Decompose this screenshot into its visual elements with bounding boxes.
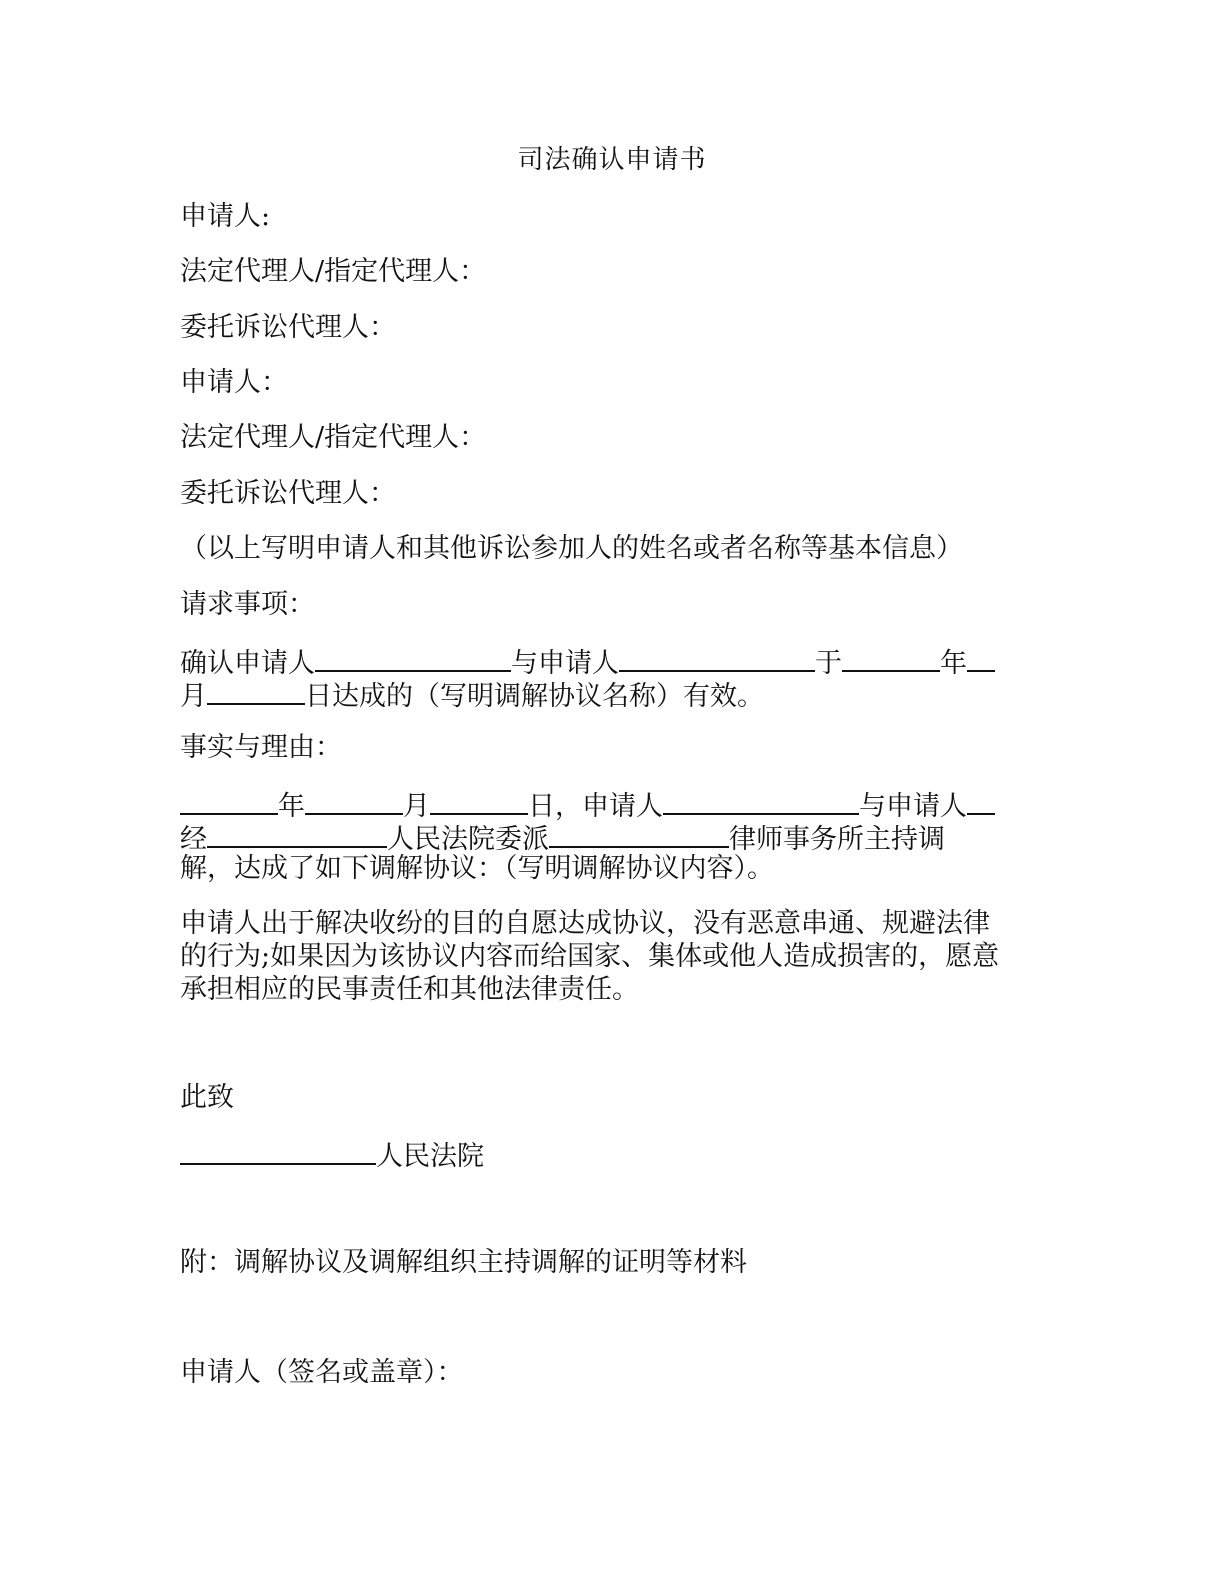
statement-line-1: 申请人出于解决收纷的目的自愿达成协议，没有恶意串通、规避法律 [180,908,990,939]
blank-facts-month [305,786,403,815]
claims-heading: 请求事项： [180,589,315,620]
claims-line-1 [180,643,1040,680]
claims-text-1: 确认申请人 [180,648,315,679]
facts-text-2: 月 [403,791,430,822]
legal-agent-1-label: 法定代理人/指定代理人： [180,256,487,287]
claims-text-6: 日达成的（写明调解协议名称）有效。 [305,681,764,712]
blank-day [207,676,305,705]
salutation: 此致 [180,1082,234,1113]
signature-label: 申请人（签名或盖章）： [180,1357,464,1388]
facts-text-3: 日，申请人 [528,791,663,822]
blank-month-start [967,643,995,672]
blank-year [842,643,940,672]
blank-court-name [207,819,387,848]
statement-line-3: 承担相应的民事责任和其他法律责任。 [180,974,639,1005]
blank-facts-year [180,786,278,815]
facts-text-6: 人民法院委派 [387,824,549,855]
court-line [180,1136,1040,1173]
document-title: 司法确认申请书 [517,145,707,175]
claims-line-2 [180,676,1040,713]
court-suffix: 人民法院 [376,1141,484,1172]
facts-line-3: 解，达成了如下调解协议：（写明调解协议内容）。 [180,853,774,884]
blank-applicant-b [619,643,815,672]
facts-text-7: 律师事务所主持调 [729,824,945,855]
claims-text-2: 与申请人 [511,648,619,679]
claims-text-3: 于 [815,648,842,679]
blank-recipient-court [180,1136,376,1165]
claims-text-5: 月 [180,681,207,712]
facts-heading: 事实与理由： [180,732,342,763]
facts-text-1: 年 [278,791,305,822]
facts-line-1 [180,786,1040,823]
blank-facts-day [430,786,528,815]
claims-text-4: 年 [940,648,967,679]
applicant-2-label: 申请人： [180,367,288,398]
applicant-1-label: 申请人: [180,201,271,232]
facts-line-2 [180,819,1040,856]
attachment-note: 附：调解协议及调解组织主持调解的证明等材料 [180,1247,747,1278]
facts-text-4: 与申请人 [859,791,967,822]
legal-agent-2-label: 法定代理人/指定代理人： [180,422,487,453]
blank-facts-applicant-b [967,786,995,815]
entrusted-agent-1-label: 委托诉讼代理人： [180,312,396,343]
blank-applicant-a [315,643,511,672]
facts-text-5: 经 [180,824,207,855]
statement-line-2: 的行为;如果因为该协议内容而给国家、集体或他人造成损害的，愿意 [180,941,1000,972]
blank-facts-applicant-a [663,786,859,815]
participants-note: （以上写明申请人和其他诉讼参加人的姓名或者名称等基本信息） [180,533,963,564]
entrusted-agent-2-label: 委托诉讼代理人： [180,478,396,509]
blank-law-firm [549,819,729,848]
